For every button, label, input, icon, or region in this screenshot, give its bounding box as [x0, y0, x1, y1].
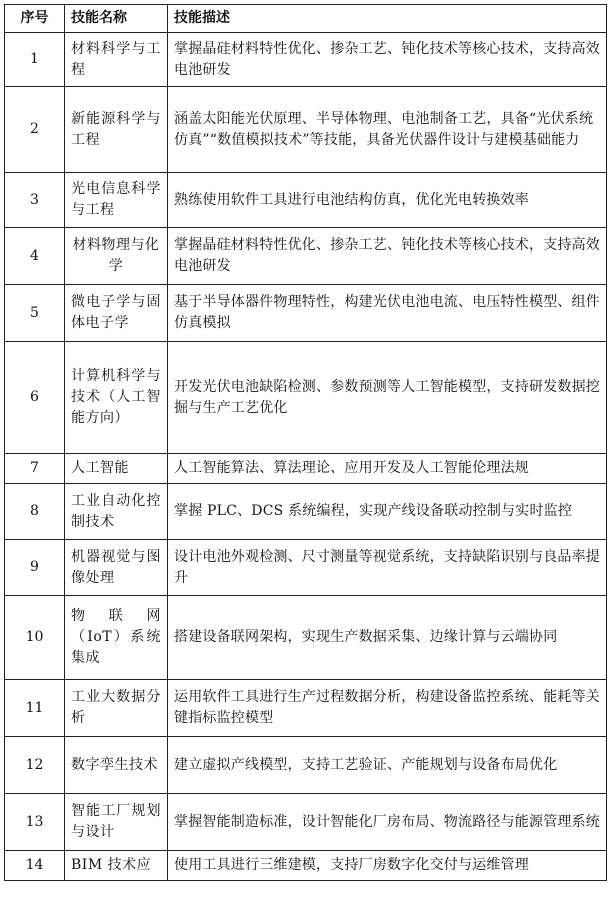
table-row: [5, 680, 607, 737]
row-skill-name: 人工智能: [65, 454, 168, 484]
row-skill-description: 运用软件工具进行生产过程数据分析，构建设备监控系统、能耗等关键指标监控模型: [168, 680, 607, 737]
row-skill-description: 涵盖太阳能光伏原理、半导体物理、电池制备工艺，具备“光伏系统仿真”“数值模拟技术”等技能，具备光伏器件设计与建模基础能力: [168, 87, 607, 173]
row-skill-name: 智能工厂规划与设计: [65, 794, 168, 851]
row-index: 14: [5, 851, 65, 881]
row-index: 4: [5, 228, 65, 285]
table-row: [5, 228, 607, 285]
row-skill-name: 光电信息科学与工程: [65, 173, 168, 228]
row-index: 13: [5, 794, 65, 851]
row-skill-name: 工业自动化控制技术: [65, 484, 168, 540]
row-index: 6: [5, 342, 65, 454]
row-skill-description: 搭建设备联网架构，实现生产数据采集、边缘计算与云端协同: [168, 596, 607, 680]
row-skill-description: 使用工具进行三维建模，支持厂房数字化交付与运维管理: [168, 851, 607, 881]
row-index: 8: [5, 484, 65, 540]
row-skill-description: 掌握 PLC、DCS 系统编程，实现产线设备联动控制与实时监控: [168, 484, 607, 540]
table-row: [5, 342, 607, 454]
table-row: [5, 851, 607, 881]
row-index: 10: [5, 596, 65, 680]
row-skill-name: BIM 技术应: [65, 851, 168, 881]
row-index: 3: [5, 173, 65, 228]
row-index: 1: [5, 33, 65, 87]
row-index: 2: [5, 87, 65, 173]
row-skill-name: 机器视觉与图像处理: [65, 540, 168, 596]
row-skill-name: 材料科学与工程: [65, 33, 168, 87]
row-skill-description: 掌握晶硅材料特性优化、掺杂工艺、钝化技术等核心技术，支持高效电池研发: [168, 33, 607, 87]
row-index: 7: [5, 454, 65, 484]
table-row: [5, 540, 607, 596]
row-skill-description: 熟练使用软件工具进行电池结构仿真，优化光电转换效率: [168, 173, 607, 228]
row-skill-description: 掌握智能制造标准，设计智能化厂房布局、物流路径与能源管理系统: [168, 794, 607, 851]
row-index: 5: [5, 285, 65, 342]
row-index: 11: [5, 680, 65, 737]
table-row: [5, 794, 607, 851]
row-skill-description: 人工智能算法、算法理论、应用开发及人工智能伦理法规: [168, 454, 607, 484]
row-index: 12: [5, 737, 65, 794]
row-index: 9: [5, 540, 65, 596]
header-skill-name: 技能名称: [65, 5, 168, 33]
table-row: [5, 596, 607, 680]
row-skill-description: 建立虚拟产线模型，支持工艺验证、产能规划与设备布局优化: [168, 737, 607, 794]
row-skill-description: 基于半导体器件物理特性，构建光伏电池电流、电压特性模型、组件仿真模拟: [168, 285, 607, 342]
skills-table: [4, 4, 607, 881]
table-row: [5, 173, 607, 228]
header-index: 序号: [5, 5, 65, 33]
table-row: [5, 285, 607, 342]
table-header-row: [5, 5, 607, 33]
row-skill-name: 微电子学与固体电子学: [65, 285, 168, 342]
table-row: [5, 484, 607, 540]
row-skill-name: 材料物理与化学: [65, 228, 168, 285]
row-skill-description: 设计电池外观检测、尺寸测量等视觉系统，支持缺陷识别与良品率提升: [168, 540, 607, 596]
row-skill-name: 工业大数据分析: [65, 680, 168, 737]
table-row: [5, 33, 607, 87]
row-skill-name: 物联网（IoT）系统集成: [65, 596, 168, 680]
row-skill-description: 开发光伏电池缺陷检测、参数预测等人工智能模型，支持研发数据挖掘与生产工艺优化: [168, 342, 607, 454]
row-skill-name: 新能源科学与工程: [65, 87, 168, 173]
row-skill-description: 掌握晶硅材料特性优化、掺杂工艺、钝化技术等核心技术，支持高效电池研发: [168, 228, 607, 285]
table-row: [5, 87, 607, 173]
row-skill-name: 计算机科学与技术（人工智能方向）: [65, 342, 168, 454]
table-row: [5, 737, 607, 794]
row-skill-name: 数字孪生技术: [65, 737, 168, 794]
table-row: [5, 454, 607, 484]
header-skill-description: 技能描述: [168, 5, 607, 33]
